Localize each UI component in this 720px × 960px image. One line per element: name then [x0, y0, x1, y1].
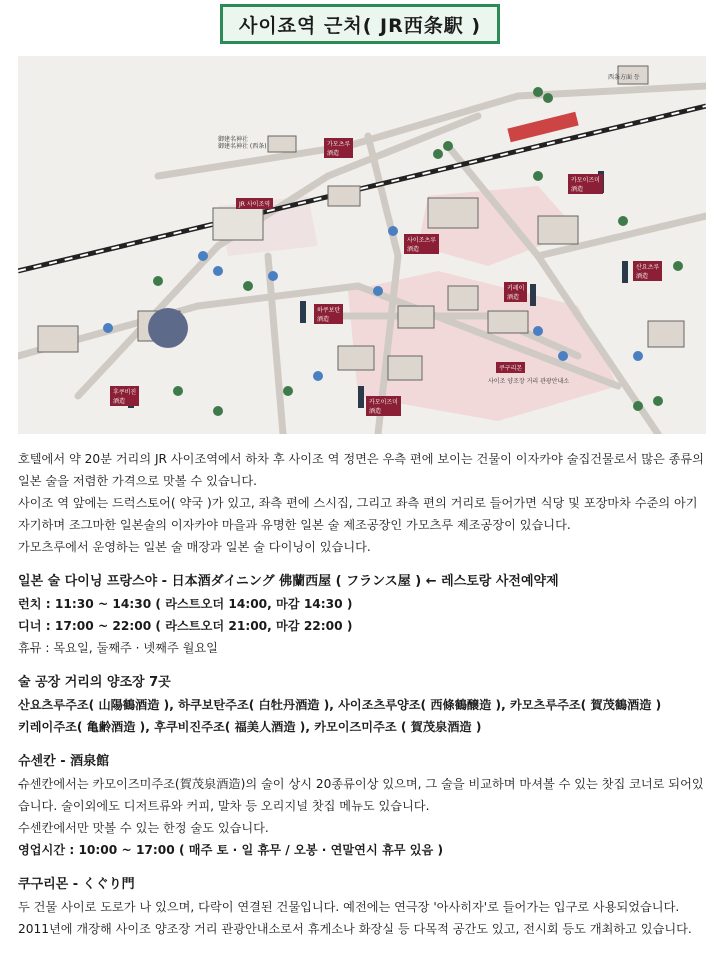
- intro-paragraph-2: 사이조 역 앞에는 드럭스토어( 약국 )가 있고, 좌측 편에 스시집, 그리고 좌측 편의 거리로 들어가면 식당 및 포장마차 수준의 아기자기하며 조그마한 일본술의 이자카야 마을과 유명한 일본 술 제조공장인 가모츠루 제조공장이 있습니다.: [18, 496, 698, 532]
- lunch-hours: 런치 : 11:30 ~ 14:30 ( 라스트오더 14:00, 마감 14:30 ): [18, 597, 353, 611]
- brewery-list-1: 산요츠루주조( 山陽鶴酒造 ), 하쿠보탄주조( 白牡丹酒造 ), 사이조츠루양조( 西條鶴醸造 ), 카모츠루주조( 賀茂鶴酒造 ): [18, 698, 662, 712]
- kirei-tag: 키레이 酒造: [504, 282, 527, 302]
- hakubotan-tag: 하쿠보탄 酒造: [314, 304, 343, 324]
- round-sign-icon: [148, 308, 188, 348]
- dinner-hours: 디너 : 17:00 ~ 22:00 ( 라스트오더 21:00, 마감 22:00 ): [18, 619, 353, 633]
- sake-bottle-icon: [530, 284, 536, 306]
- kamoizumi-tag: 카모이즈미 酒造: [568, 174, 603, 194]
- shrine-label: 御建名神社 御建名神社 (西条): [218, 136, 267, 151]
- map-graphic: [18, 56, 706, 434]
- fukubijin-tag: 후쿠비진 酒造: [110, 386, 139, 406]
- area-map: [18, 56, 706, 434]
- brewery-list-2: 키레이주조( 亀齢酒造 ), 후쿠비진주조( 福美人酒造 ), 카모이즈미주조 ( 賀茂泉酒造 ): [18, 720, 482, 734]
- shusen-hours: 영업시간 : 10:00 ~ 17:00 ( 매주 토 · 일 휴무 / 오봉 · 연말연시 휴무 있음 ): [18, 843, 444, 857]
- shusen-paragraph-2: 수센칸에서만 맛볼 수 있는 한정 술도 있습니다.: [18, 821, 269, 835]
- kuguri-tag: 쿠구리몬: [496, 362, 525, 373]
- top-right-label: 西条方面 등: [608, 74, 640, 81]
- sanyo-tag: 산요츠루 酒造: [633, 261, 662, 281]
- sake-bottle-icon: [300, 301, 306, 323]
- kuguri-heading: 쿠구리몬 - くぐり門: [18, 877, 135, 892]
- station-building-icon: [213, 208, 263, 240]
- kuguri-paragraph: 두 건물 사이로 도로가 나 있으며, 다락이 연결된 건물입니다. 예전에는 연극장 '아사히자'로 들어가는 입구로 사용되었습니다. 2011년에 개장해 사이조 양조장 거리 관광안내소로서 휴게소나 화장실 등 다목적 공간도 있고, 전시회 등도 개최하고 있습니다.: [18, 900, 692, 936]
- station-tag: JR 사이조역: [236, 198, 273, 209]
- body-text: [18, 448, 706, 940]
- intro-paragraph-3: 가모츠루에서 운영하는 일본 술 매장과 일본 술 다이닝이 있습니다.: [18, 540, 371, 554]
- shusen-paragraph-1: 슈센칸에서는 카모이즈미주조(賀茂泉酒造)의 술이 상시 20종류이상 있으며, 그 술을 비교하며 마셔볼 수 있는 찻집 코너로 되어있습니다. 술이외에도 디저트류와 커피, 말차 등 오리지널 찻집 메뉴도 있습니다.: [18, 777, 704, 813]
- dining-heading: 일본 술 다이닝 프랑스야 - 日本酒ダイニング 佛蘭西屋 ( フランス屋 ) ← 레스토랑 사전예약제: [18, 574, 559, 589]
- brewery-heading: 술 공장 거리의 양조장 7곳: [18, 675, 171, 690]
- holiday-info: 휴뮤 : 목요일, 둘째주 · 넷째주 월요일: [18, 641, 218, 655]
- sake-bottle-icon: [622, 261, 628, 283]
- page-title: [220, 4, 500, 44]
- shusen-heading: 슈센칸 - 酒泉館: [18, 754, 110, 769]
- page-title-text: 사이죠역 근처( JR西条駅 ): [238, 14, 482, 37]
- kamoizumi2-tag: 카모이즈미 酒造: [366, 396, 401, 416]
- info-label: 사이조 양조장 거리 관광안내소: [488, 378, 570, 385]
- kamo-tag: 가모츠루 酒造: [324, 138, 353, 158]
- sake-bottle-icon: [358, 386, 364, 408]
- saijo-tag: 사이조츠루 酒造: [404, 234, 439, 254]
- intro-paragraph-1: 호텔에서 약 20분 거리의 JR 사이조역에서 하차 후 사이조 역 정면은 우측 편에 보이는 건물이 이자카야 술집건물로서 많은 종류의 일본 술을 저렴한 가격으로 맛볼 수 있습니다.: [18, 452, 704, 488]
